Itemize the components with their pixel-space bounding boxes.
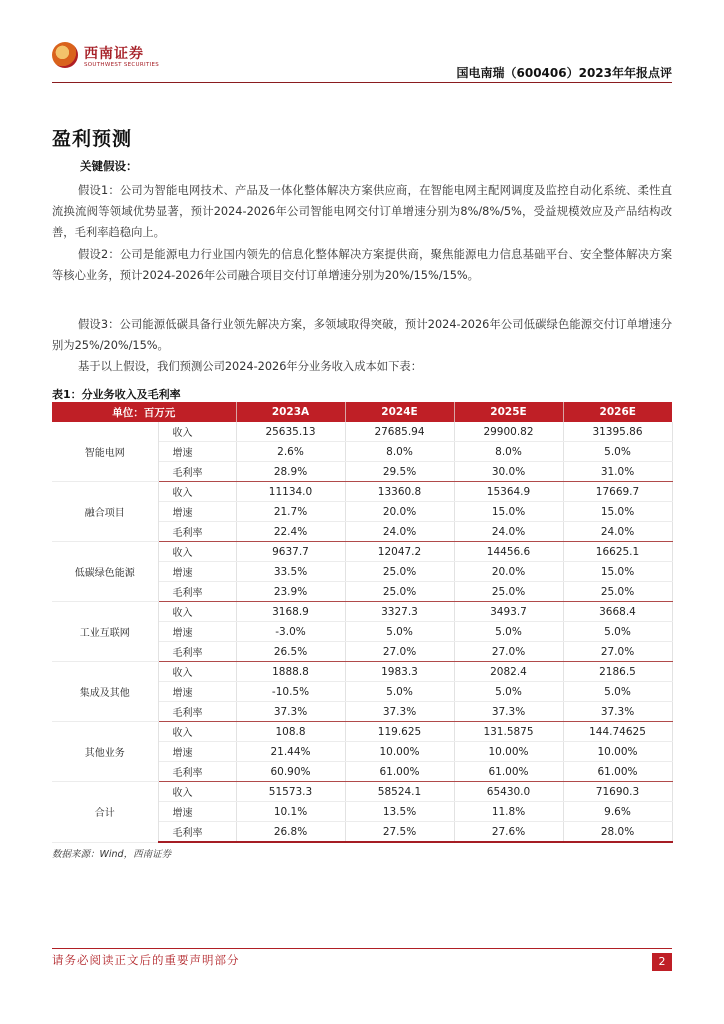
value-cell: 3668.4 bbox=[563, 602, 672, 622]
value-cell: 5.0% bbox=[345, 682, 454, 702]
unit-header: 单位：百万元 bbox=[52, 402, 236, 422]
value-cell: 26.8% bbox=[236, 822, 345, 843]
forecast-intro-paragraph: 基于以上假设，我们预测公司2024-2026年分业务收入成本如下表： bbox=[78, 360, 423, 373]
metric-name-cell: 收入 bbox=[158, 602, 236, 622]
segment-name-cell: 融合项目 bbox=[52, 482, 158, 542]
value-cell: 14456.6 bbox=[454, 542, 563, 562]
table-row bbox=[52, 602, 672, 622]
value-cell: 28.9% bbox=[236, 462, 345, 482]
value-cell: 2082.4 bbox=[454, 662, 563, 682]
value-cell: -10.5% bbox=[236, 682, 345, 702]
header-divider bbox=[52, 82, 672, 83]
value-cell: 71690.3 bbox=[563, 782, 672, 802]
value-cell: 3327.3 bbox=[345, 602, 454, 622]
value-cell: 29900.82 bbox=[454, 422, 563, 442]
table-row bbox=[52, 782, 672, 802]
value-cell: 3493.7 bbox=[454, 602, 563, 622]
value-cell: 37.3% bbox=[345, 702, 454, 722]
value-cell: 25635.13 bbox=[236, 422, 345, 442]
value-cell: 25.0% bbox=[345, 562, 454, 582]
metric-name-cell: 收入 bbox=[158, 422, 236, 442]
value-cell: 5.0% bbox=[345, 622, 454, 642]
metric-name-cell: 毛利率 bbox=[158, 822, 236, 843]
value-cell: 24.0% bbox=[563, 522, 672, 542]
metric-name-cell: 收入 bbox=[158, 482, 236, 502]
footer-divider bbox=[52, 948, 672, 949]
value-cell: 13.5% bbox=[345, 802, 454, 822]
value-cell: 61.00% bbox=[345, 762, 454, 782]
value-cell: 2186.5 bbox=[563, 662, 672, 682]
value-cell: 61.00% bbox=[454, 762, 563, 782]
value-cell: 15.0% bbox=[454, 502, 563, 522]
table-row bbox=[52, 422, 672, 442]
value-cell: 131.5875 bbox=[454, 722, 563, 742]
value-cell: 9.6% bbox=[563, 802, 672, 822]
value-cell: 15.0% bbox=[563, 562, 672, 582]
value-cell: 25.0% bbox=[345, 582, 454, 602]
metric-name-cell: 收入 bbox=[158, 662, 236, 682]
value-cell: 5.0% bbox=[563, 622, 672, 642]
value-cell: 25.0% bbox=[563, 582, 672, 602]
value-cell: 27685.94 bbox=[345, 422, 454, 442]
value-cell: 5.0% bbox=[563, 442, 672, 462]
metric-name-cell: 增速 bbox=[158, 622, 236, 642]
value-cell: 2.6% bbox=[236, 442, 345, 462]
value-cell: 11134.0 bbox=[236, 482, 345, 502]
value-cell: 119.625 bbox=[345, 722, 454, 742]
metric-name-cell: 毛利率 bbox=[158, 522, 236, 542]
table-header-row bbox=[52, 402, 672, 422]
metric-name-cell: 增速 bbox=[158, 502, 236, 522]
report-title: 国电南瑞（600406）2023年年报点评 bbox=[456, 66, 672, 80]
page-header bbox=[0, 0, 724, 82]
value-cell: 28.0% bbox=[563, 822, 672, 843]
value-cell: 11.8% bbox=[454, 802, 563, 822]
value-cell: 27.0% bbox=[345, 642, 454, 662]
segment-name-cell: 工业互联网 bbox=[52, 602, 158, 662]
value-cell: 20.0% bbox=[454, 562, 563, 582]
value-cell: 31.0% bbox=[563, 462, 672, 482]
value-cell: 20.0% bbox=[345, 502, 454, 522]
logo-chinese-name: 西南证券 bbox=[84, 46, 144, 62]
value-cell: 5.0% bbox=[454, 622, 563, 642]
value-cell: 3168.9 bbox=[236, 602, 345, 622]
metric-name-cell: 增速 bbox=[158, 742, 236, 762]
value-cell: 1888.8 bbox=[236, 662, 345, 682]
value-cell: 24.0% bbox=[345, 522, 454, 542]
table-caption: 表1：分业务收入及毛利率 bbox=[52, 388, 181, 401]
value-cell: 108.8 bbox=[236, 722, 345, 742]
assumption-3-paragraph: 假设3：公司能源低碳具备行业领先解决方案，多领域取得突破，预计2024-2026年公司低碳绿色能源交付订单增速分别为25%/20%/15%。 bbox=[52, 318, 672, 352]
year-header: 2023A bbox=[236, 402, 345, 422]
year-header: 2026E bbox=[563, 402, 672, 422]
value-cell: 37.3% bbox=[236, 702, 345, 722]
value-cell: 1983.3 bbox=[345, 662, 454, 682]
metric-name-cell: 毛利率 bbox=[158, 702, 236, 722]
value-cell: 22.4% bbox=[236, 522, 345, 542]
metric-name-cell: 毛利率 bbox=[158, 462, 236, 482]
value-cell: 144.74625 bbox=[563, 722, 672, 742]
segment-name-cell: 合计 bbox=[52, 782, 158, 843]
value-cell: 13360.8 bbox=[345, 482, 454, 502]
table-body bbox=[52, 422, 672, 842]
table-row bbox=[52, 662, 672, 682]
value-cell: 29.5% bbox=[345, 462, 454, 482]
value-cell: 10.1% bbox=[236, 802, 345, 822]
metric-name-cell: 收入 bbox=[158, 542, 236, 562]
value-cell: 15.0% bbox=[563, 502, 672, 522]
metric-name-cell: 增速 bbox=[158, 682, 236, 702]
value-cell: 31395.86 bbox=[563, 422, 672, 442]
value-cell: 27.5% bbox=[345, 822, 454, 843]
value-cell: 33.5% bbox=[236, 562, 345, 582]
value-cell: 25.0% bbox=[454, 582, 563, 602]
metric-name-cell: 毛利率 bbox=[158, 582, 236, 602]
value-cell: 37.3% bbox=[563, 702, 672, 722]
table-row bbox=[52, 482, 672, 502]
disclaimer-text: 请务必阅读正文后的重要声明部分 bbox=[52, 953, 240, 967]
value-cell: 37.3% bbox=[454, 702, 563, 722]
company-logo bbox=[52, 42, 162, 76]
logo-emblem-icon bbox=[52, 42, 78, 68]
metric-name-cell: 增速 bbox=[158, 562, 236, 582]
value-cell: 27.0% bbox=[454, 642, 563, 662]
segment-name-cell: 智能电网 bbox=[52, 422, 158, 482]
value-cell: 26.5% bbox=[236, 642, 345, 662]
value-cell: 51573.3 bbox=[236, 782, 345, 802]
segment-name-cell: 集成及其他 bbox=[52, 662, 158, 722]
value-cell: 27.6% bbox=[454, 822, 563, 843]
metric-name-cell: 毛利率 bbox=[158, 762, 236, 782]
assumption-1-paragraph: 假设1：公司为智能电网技术、产品及一体化整体解决方案供应商，在智能电网主配网调度及监控自动化系统、柔性直流换流阀等领域优势显著，预计2024-2026年公司智能电网交付订单增速分别为8%/8%/5%，受益规模效应及产品结构改善，毛利率趋稳向上。 bbox=[52, 184, 672, 239]
value-cell: 5.0% bbox=[563, 682, 672, 702]
value-cell: 30.0% bbox=[454, 462, 563, 482]
page-number: 2 bbox=[652, 953, 672, 971]
value-cell: 10.00% bbox=[345, 742, 454, 762]
metric-name-cell: 毛利率 bbox=[158, 642, 236, 662]
value-cell: 21.7% bbox=[236, 502, 345, 522]
value-cell: 10.00% bbox=[563, 742, 672, 762]
value-cell: -3.0% bbox=[236, 622, 345, 642]
year-header: 2025E bbox=[454, 402, 563, 422]
value-cell: 65430.0 bbox=[454, 782, 563, 802]
metric-name-cell: 收入 bbox=[158, 722, 236, 742]
value-cell: 58524.1 bbox=[345, 782, 454, 802]
table-row bbox=[52, 542, 672, 562]
year-header: 2024E bbox=[345, 402, 454, 422]
data-source-note: 数据来源：Wind，西南证券 bbox=[52, 849, 172, 860]
revenue-margin-table-container bbox=[52, 402, 672, 843]
revenue-margin-table bbox=[52, 402, 673, 843]
value-cell: 5.0% bbox=[454, 682, 563, 702]
value-cell: 10.00% bbox=[454, 742, 563, 762]
value-cell: 27.0% bbox=[563, 642, 672, 662]
segment-name-cell: 其他业务 bbox=[52, 722, 158, 782]
value-cell: 8.0% bbox=[345, 442, 454, 462]
metric-name-cell: 收入 bbox=[158, 782, 236, 802]
metric-name-cell: 增速 bbox=[158, 802, 236, 822]
value-cell: 24.0% bbox=[454, 522, 563, 542]
value-cell: 21.44% bbox=[236, 742, 345, 762]
value-cell: 17669.7 bbox=[563, 482, 672, 502]
value-cell: 60.90% bbox=[236, 762, 345, 782]
value-cell: 23.9% bbox=[236, 582, 345, 602]
assumptions-heading: 关键假设： bbox=[80, 159, 138, 173]
metric-name-cell: 增速 bbox=[158, 442, 236, 462]
logo-english-name: SOUTHWEST SECURITIES bbox=[84, 62, 160, 68]
value-cell: 12047.2 bbox=[345, 542, 454, 562]
value-cell: 16625.1 bbox=[563, 542, 672, 562]
assumption-2-paragraph: 假设2：公司是能源电力行业国内领先的信息化整体解决方案提供商，聚焦能源电力信息基础平台、安全整体解决方案等核心业务，预计2024-2026年公司融合项目交付订单增速分别为20%/15%/15%。 bbox=[52, 248, 672, 282]
segment-name-cell: 低碳绿色能源 bbox=[52, 542, 158, 602]
value-cell: 61.00% bbox=[563, 762, 672, 782]
value-cell: 9637.7 bbox=[236, 542, 345, 562]
table-row bbox=[52, 722, 672, 742]
value-cell: 15364.9 bbox=[454, 482, 563, 502]
value-cell: 8.0% bbox=[454, 442, 563, 462]
section-title: 盈利预测 bbox=[52, 128, 133, 150]
